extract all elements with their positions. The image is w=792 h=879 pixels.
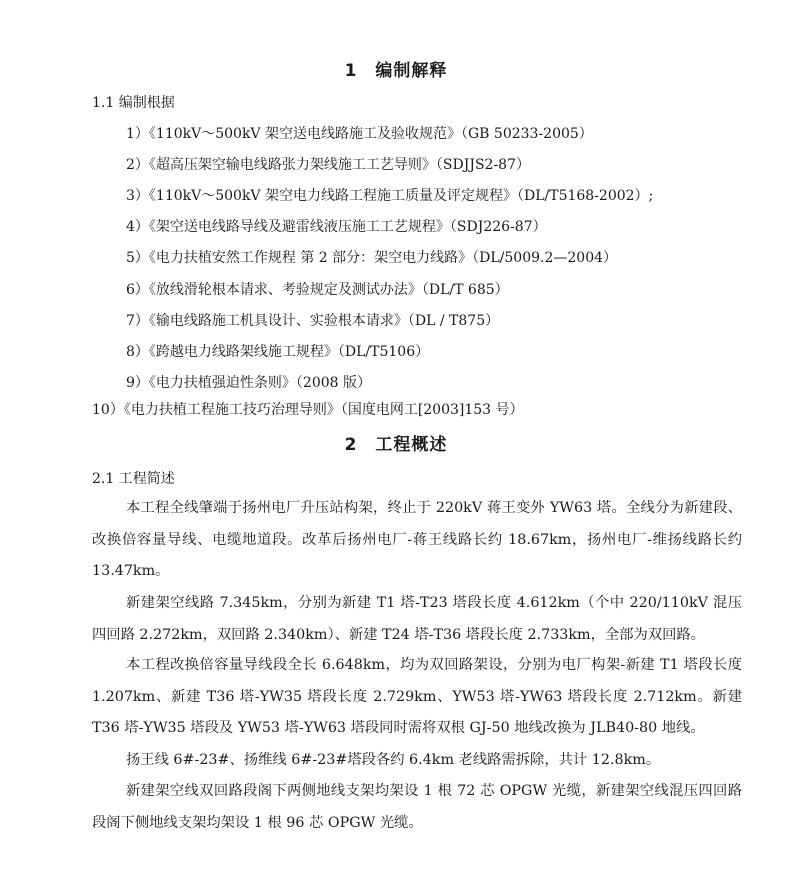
reference-item-7: 7）《输电线路施工机具设计、实验根本请求》（DL / T875）: [126, 313, 500, 329]
section-1-heading: [0, 56, 792, 81]
reference-item-9: 9）《电力扶植强迫性条则》（2008 版）: [126, 375, 371, 391]
section-1-title: 编制解释: [375, 61, 448, 81]
reference-item-2: 2）《超高压架空输电线路张力架线施工工艺导则》（SDJJS2-87）: [126, 157, 530, 173]
reference-item-10: 10）《电力扶植工程施工技巧治理导则》（国度电网工[2003]153 号）: [92, 402, 524, 418]
overview-paragraph-5: 新建架空线双回路段阁下两侧地线支架均架设 1 根 72 芯 OPGW 光缆，新建架空线混压四回路段阁下侧地线支架均架设 1 根 96 芯 OPGW 光缆。: [92, 783, 742, 831]
reference-item-6: 6）《放线滑轮根本请求、考验规定及测试办法》（DL/T 685）: [126, 282, 509, 298]
reference-item-5: 5）《电力扶植安然工作规程 第 2 部分：架空电力线路》（DL/5009.2—2004）: [126, 250, 618, 266]
reference-item-4: 4）《架空送电线路导线及避雷线液压施工工艺规程》（SDJ226-87）: [126, 219, 547, 235]
section-2-number: 2: [344, 435, 358, 455]
subsection-2-1-heading: 2.1 工程简述: [92, 471, 175, 487]
overview-paragraph-2: 新建架空线路 7.345km，分别为新建 T1 塔-T23 塔段长度 4.612km（个中 220/110kV 混压四回路 2.272km，双回路 2.340km）、新建 T24 塔-T36 塔段长度 2.733km，全部为双回路。: [92, 595, 742, 643]
section-2-title: 工程概述: [375, 435, 448, 455]
reference-item-1: 1）《110kV～500kV 架空送电线路施工及验收规范》（GB 50233-2005）: [126, 126, 593, 142]
overview-paragraph-3: 本工程改换倍容量导线段全长 6.648km，均为双回路架设，分别为电厂构架-新建 T1 塔段长度 1.207km、新建 T36 塔-YW35 塔段长度 2.729km、YW53 塔-YW63 塔段长度 2.712km。新建 T36 塔-YW35 塔段及 YW53 塔-YW63 塔段同时需将双根 GJ-50 地线改换为 JLB40-80 地线。: [92, 657, 742, 736]
reference-item-3: 3）《110kV～500kV 架空电力线路工程施工质量及评定规程》（DL/T5168-2002）;: [126, 188, 654, 204]
reference-item-8: 8）《跨越电力线路架线施工规程》（DL/T5106）: [126, 344, 430, 360]
overview-paragraph-4: 扬王线 6#-23#、扬维线 6#-23#塔段各约 6.4km 老线路需拆除，共计 12.8km。: [126, 752, 661, 768]
overview-paragraph-1: 本工程全线肇端于扬州电厂升压站构架，终止于 220kV 蒋王变外 YW63 塔。全线分为新建段、改换倍容量导线、电缆地道段。改革后扬州电厂-蒋王线路长约 18.67km，扬州电厂-维扬线路长约 13.47km。: [92, 500, 742, 579]
section-1-number: 1: [344, 61, 358, 81]
subsection-1-1-heading: 1.1 编制根据: [92, 95, 175, 111]
section-2-heading: [0, 430, 792, 455]
